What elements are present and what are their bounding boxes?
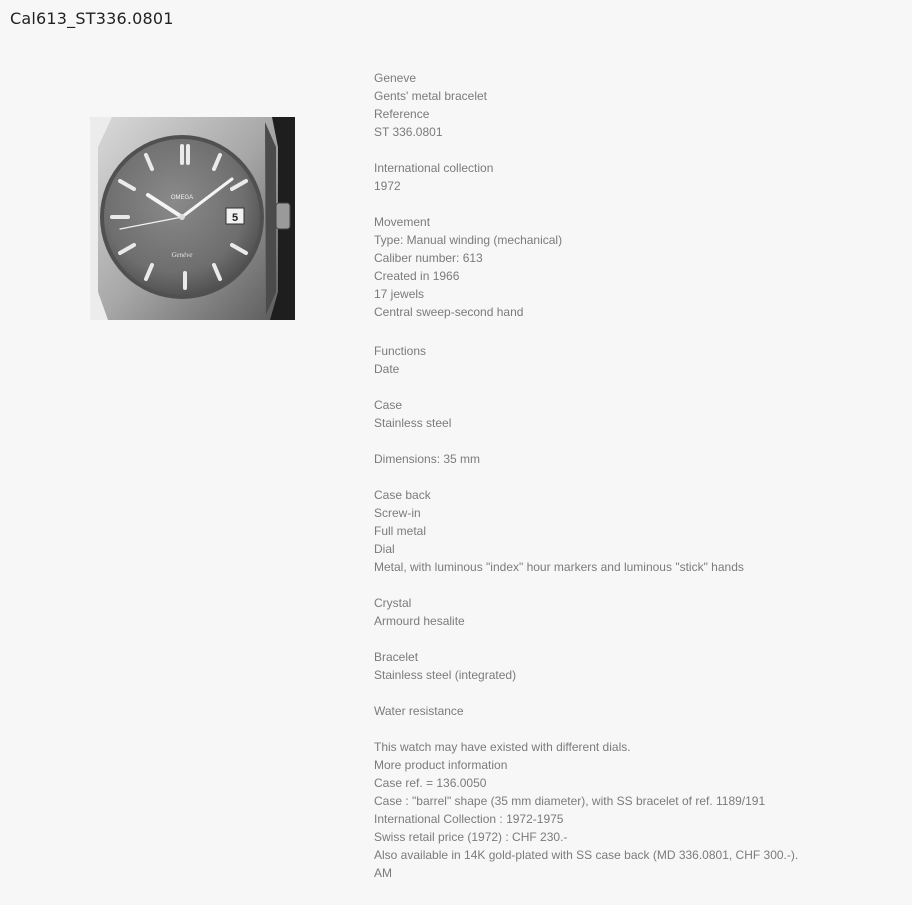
spec-line: Bracelet xyxy=(374,650,419,664)
spec-line: Type: Manual winding (mechanical) xyxy=(374,233,563,247)
bracelet-group xyxy=(374,648,894,684)
notes-group xyxy=(374,738,894,882)
spec-line: Stainless steel xyxy=(374,416,452,430)
spec-line: Created in 1966 xyxy=(374,269,460,283)
spec-line: 1972 xyxy=(374,179,401,193)
specifications xyxy=(374,69,894,900)
spec-line: Movement xyxy=(374,215,431,229)
spec-line: 17 jewels xyxy=(374,287,425,301)
note-line: More product information xyxy=(374,758,508,772)
note-line: Case : "barrel" shape (35 mm diameter), with SS bracelet of ref. 1189/191 xyxy=(374,794,766,808)
note-line: This watch may have existed with different dials. xyxy=(374,740,631,754)
spec-line: Geneve xyxy=(374,71,417,85)
spec-line: ST 336.0801 xyxy=(374,125,443,139)
water-resistance-group xyxy=(374,702,894,720)
spec-line: Date xyxy=(374,362,400,376)
note-line: International Collection : 1972-1975 xyxy=(374,812,564,826)
note-line: Swiss retail price (1972) : CHF 230.- xyxy=(374,830,568,844)
general-group xyxy=(374,69,894,141)
spec-line: Functions xyxy=(374,344,427,358)
omega-watch-photo-icon xyxy=(90,117,295,320)
caseback-group xyxy=(374,486,894,576)
collection-group xyxy=(374,159,894,195)
spec-line: Water resistance xyxy=(374,704,464,718)
case-group xyxy=(374,396,894,432)
dial-brand-label: OMEGA xyxy=(170,195,194,201)
spec-line: Central sweep-second hand xyxy=(374,305,524,319)
date-window-label: 5 xyxy=(231,212,239,224)
movement-group xyxy=(374,213,894,321)
spec-line: Crystal xyxy=(374,596,412,610)
spec-line: Armourd hesalite xyxy=(374,614,465,628)
watch-photo xyxy=(90,117,295,320)
spec-line: International collection xyxy=(374,161,494,175)
page-title: Cal613_ST336.0801 xyxy=(10,9,174,28)
spec-line: Caliber number: 613 xyxy=(374,251,483,265)
note-line: Also available in 14K gold-plated with SS case back (MD 336.0801, CHF 300.-). xyxy=(374,848,799,862)
dial-subtext-label: Genève xyxy=(171,251,193,259)
spec-line: Screw-in xyxy=(374,506,421,520)
spec-line: Reference xyxy=(374,107,430,121)
spec-line: Metal, with luminous "index" hour markers and luminous "stick" hands xyxy=(374,560,744,574)
note-line: Case ref. = 136.0050 xyxy=(374,776,487,790)
spec-line: Dimensions: 35 mm xyxy=(374,452,481,466)
spec-line: Dial xyxy=(374,542,395,556)
dimensions-group xyxy=(374,450,894,468)
spec-line: Gents' metal bracelet xyxy=(374,89,488,103)
crystal-group xyxy=(374,594,894,630)
note-line: AM xyxy=(374,866,392,880)
functions-group xyxy=(374,342,894,378)
spec-line: Case xyxy=(374,398,403,412)
spec-line: Stainless steel (integrated) xyxy=(374,668,517,682)
spec-line: Case back xyxy=(374,488,431,502)
spec-line: Full metal xyxy=(374,524,427,538)
